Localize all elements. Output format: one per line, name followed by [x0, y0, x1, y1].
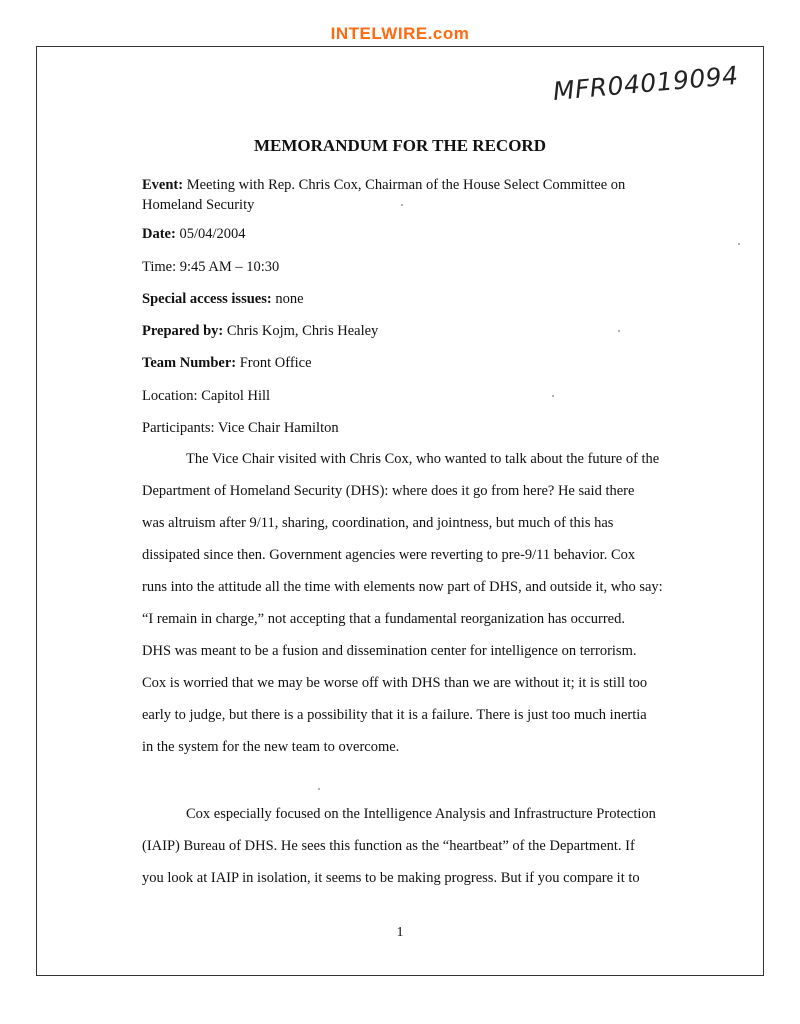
- paragraph-1-line: dissipated since then. Government agencies were reverting to pre-9/11 behavior. Cox: [142, 547, 636, 563]
- event-field: [142, 175, 682, 215]
- location-field: [142, 386, 682, 406]
- paragraph-1-line: DHS was meant to be a fusion and dissemination center for intelligence on terrorism.: [142, 643, 637, 659]
- date-field: [142, 224, 682, 244]
- memo-title: MEMORANDUM FOR THE RECORD: [254, 136, 546, 155]
- access-field: [142, 289, 682, 309]
- event-value-line1: Meeting with Rep. Chris Cox, Chairman of the House Select Committee on: [186, 177, 626, 193]
- date-value: 05/04/2004: [179, 226, 246, 242]
- scan-speck: [318, 788, 320, 790]
- paragraph-2-line: Cox especially focused on the Intelligence Analysis and Infrastructure Protection: [186, 806, 656, 822]
- event-value-line2: Homeland Security: [142, 197, 255, 213]
- participants-value: Vice Chair Hamilton: [217, 420, 339, 436]
- handwritten-document-id: MFR04019094: [551, 60, 740, 106]
- paragraph-1-line: runs into the attitude all the time with elements now part of DHS, and outside it, who say:: [142, 579, 663, 595]
- site-banner: INTELWIRE.com: [330, 24, 470, 43]
- scan-speck: [738, 243, 740, 245]
- scan-speck: [618, 330, 620, 332]
- team-number-field: [142, 353, 682, 373]
- paragraph-1-line: “I remain in charge,” not accepting that a fundamental reorganization has occurred.: [142, 611, 625, 627]
- date-label: Date:: [142, 226, 176, 242]
- time-value: 9:45 AM – 10:30: [179, 259, 280, 275]
- scan-speck: [552, 395, 554, 397]
- page-number: 1: [396, 925, 404, 940]
- paragraph-1-line: Department of Homeland Security (DHS): where does it go from here? He said there: [142, 483, 635, 499]
- location-label: Location:: [142, 388, 198, 404]
- team-value: Front Office: [239, 355, 312, 371]
- access-label: Special access issues:: [142, 291, 272, 307]
- paragraph-1-line: was altruism after 9/11, sharing, coordination, and jointness, but much of this has: [142, 515, 614, 531]
- access-value: none: [275, 291, 304, 307]
- prepared-label: Prepared by:: [142, 323, 224, 339]
- participants-label: Participants:: [142, 420, 215, 436]
- time-field: [142, 257, 682, 277]
- paragraph-1-line: early to judge, but there is a possibility that it is a failure. There is just too much inertia: [142, 707, 647, 723]
- paragraph-1-line: The Vice Chair visited with Chris Cox, who wanted to talk about the future of the: [186, 451, 660, 467]
- location-value: Capitol Hill: [201, 388, 271, 404]
- prepared-value: Chris Kojm, Chris Healey: [226, 323, 379, 339]
- paragraph-1-line: in the system for the new team to overcome.: [142, 739, 400, 755]
- scan-speck: [401, 204, 403, 206]
- participants-field: [142, 418, 682, 438]
- time-label: Time:: [142, 259, 177, 275]
- paragraph-2-line: you look at IAIP in isolation, it seems to be making progress. But if you compare it to: [142, 870, 640, 886]
- paragraph-1-line: Cox is worried that we may be worse off with DHS than we are without it; it is still too: [142, 675, 648, 691]
- event-label: Event:: [142, 177, 184, 193]
- prepared-by-field: [142, 321, 682, 341]
- team-label: Team Number:: [142, 355, 237, 371]
- paragraph-2-line: (IAIP) Bureau of DHS. He sees this function as the “heartbeat” of the Department. If: [142, 838, 635, 854]
